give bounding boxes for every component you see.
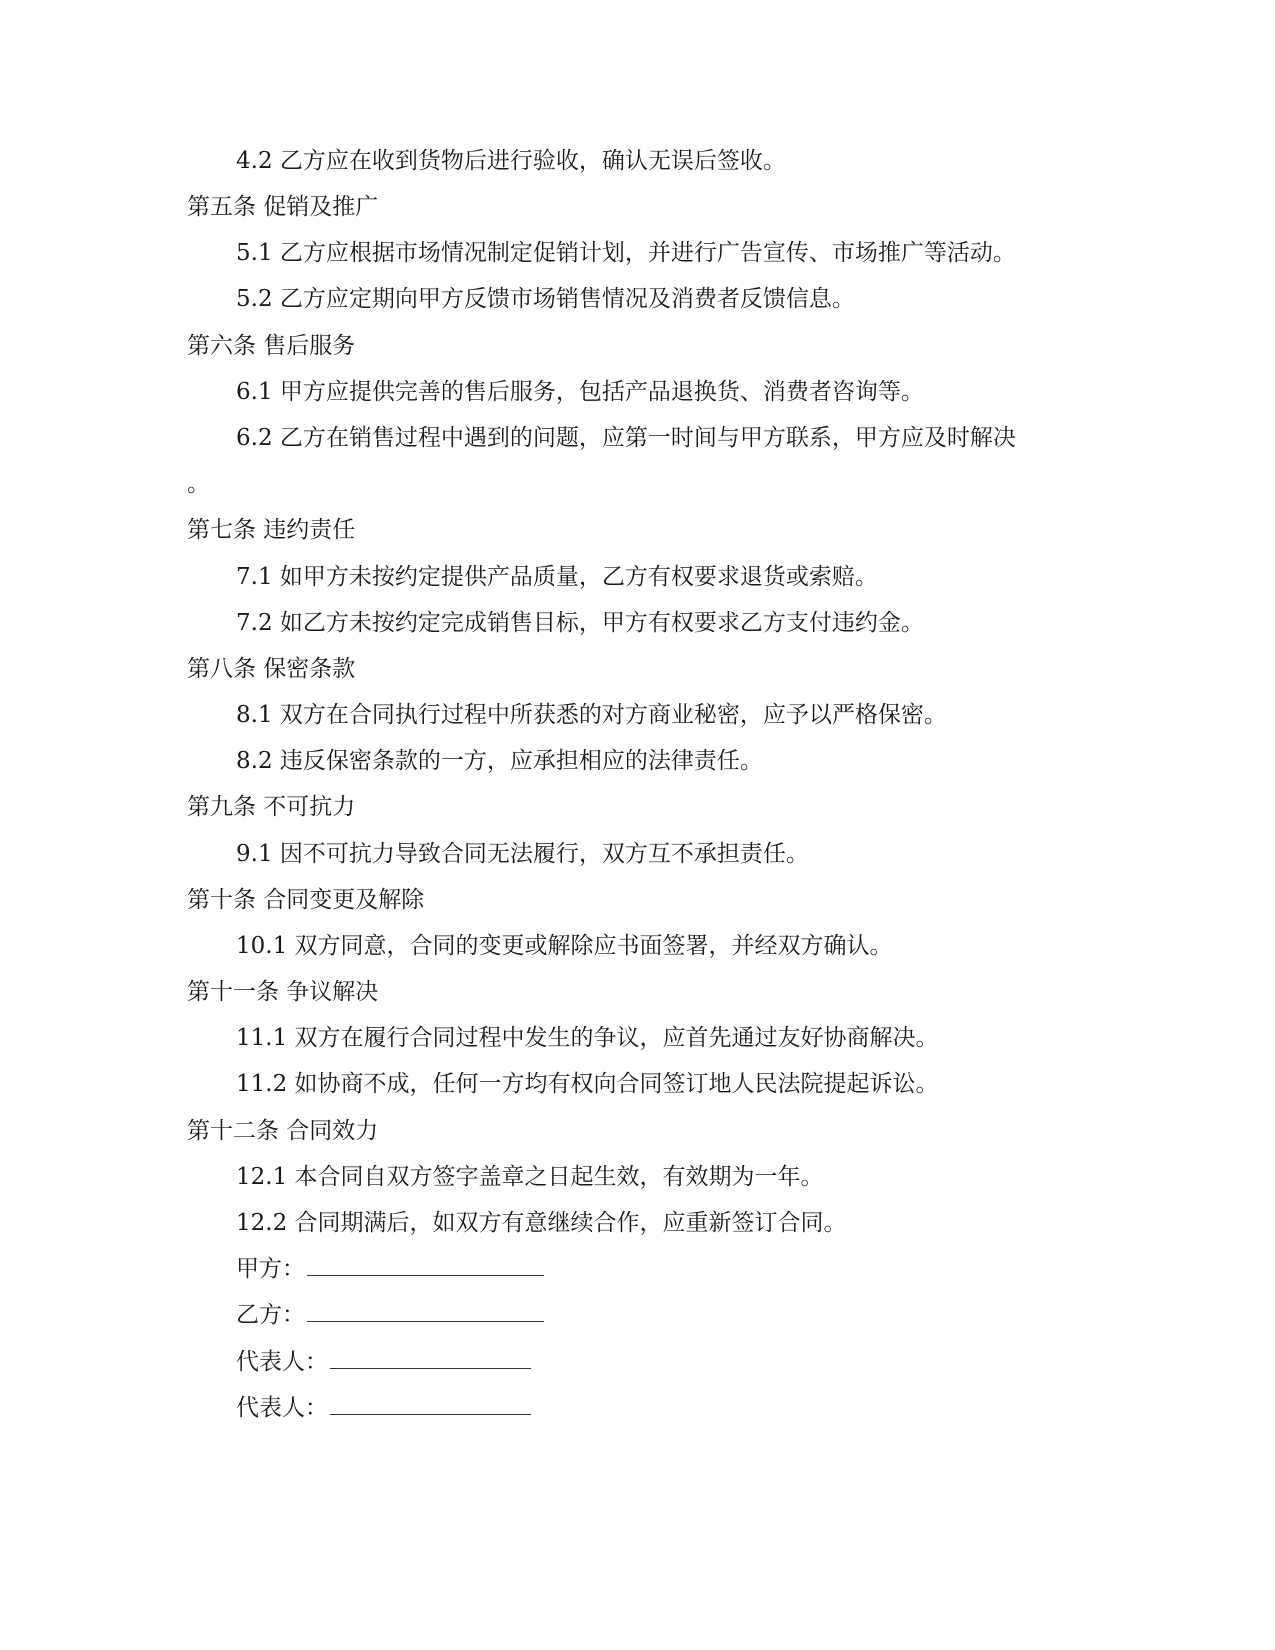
signature-label: 乙方： bbox=[236, 1302, 305, 1328]
clause-7-1: 7.1 如甲方未按约定提供产品质量，乙方有权要求退货或索赔。 bbox=[236, 564, 878, 590]
clause-11-1: 11.1 双方在履行合同过程中发生的争议，应首先通过友好协商解决。 bbox=[236, 1025, 939, 1051]
signature-label: 代表人： bbox=[236, 1395, 328, 1421]
clause-5-2: 5.2 乙方应定期向甲方反馈市场销售情况及消费者反馈信息。 bbox=[236, 286, 855, 312]
article-12-heading: 第十二条 合同效力 bbox=[187, 1118, 379, 1144]
signature-blank-line[interactable] bbox=[307, 1275, 544, 1276]
clause-5-1: 5.1 乙方应根据市场情况制定促销计划，并进行广告宣传、市场推广等活动。 bbox=[236, 240, 1016, 266]
clause-12-1: 12.1 本合同自双方签字盖章之日起生效，有效期为一年。 bbox=[236, 1164, 824, 1190]
clause-6-2-continuation: 。 bbox=[187, 471, 210, 497]
article-9-heading: 第九条 不可抗力 bbox=[187, 794, 356, 820]
clause-11-2: 11.2 如协商不成，任何一方均有权向合同签订地人民法院提起诉讼。 bbox=[236, 1071, 939, 1097]
article-11-heading: 第十一条 争议解决 bbox=[187, 979, 379, 1005]
clause-6-1: 6.1 甲方应提供完善的售后服务，包括产品退换货、消费者咨询等。 bbox=[236, 379, 924, 405]
article-10-heading: 第十条 合同变更及解除 bbox=[187, 887, 425, 913]
clause-8-2: 8.2 违反保密条款的一方，应承担相应的法律责任。 bbox=[236, 748, 763, 774]
clause-4-2: 4.2 乙方应在收到货物后进行验收，确认无误后签收。 bbox=[236, 148, 786, 174]
article-8-heading: 第八条 保密条款 bbox=[187, 656, 356, 682]
signature-party-a bbox=[236, 1254, 544, 1284]
signature-blank-line[interactable] bbox=[307, 1321, 544, 1322]
clause-6-2: 6.2 乙方在销售过程中遇到的问题，应第一时间与甲方联系，甲方应及时解决 bbox=[236, 425, 1016, 451]
clause-12-2: 12.2 合同期满后，如双方有意继续合作，应重新签订合同。 bbox=[236, 1210, 847, 1236]
clause-9-1: 9.1 因不可抗力导致合同无法履行，双方互不承担责任。 bbox=[236, 841, 809, 867]
signature-label: 代表人： bbox=[236, 1349, 328, 1375]
signature-representative-a bbox=[236, 1347, 531, 1377]
article-6-heading: 第六条 售后服务 bbox=[187, 333, 356, 359]
article-5-heading: 第五条 促销及推广 bbox=[187, 194, 379, 220]
article-7-heading: 第七条 违约责任 bbox=[187, 517, 356, 543]
signature-blank-line[interactable] bbox=[330, 1414, 531, 1415]
clause-8-1: 8.1 双方在合同执行过程中所获悉的对方商业秘密，应予以严格保密。 bbox=[236, 702, 947, 728]
signature-blank-line[interactable] bbox=[330, 1368, 531, 1369]
signature-party-b bbox=[236, 1300, 544, 1330]
signature-representative-b bbox=[236, 1393, 531, 1423]
clause-10-1: 10.1 双方同意，合同的变更或解除应书面签署，并经双方确认。 bbox=[236, 933, 893, 959]
clause-7-2: 7.2 如乙方未按约定完成销售目标，甲方有权要求乙方支付违约金。 bbox=[236, 610, 924, 636]
signature-label: 甲方： bbox=[236, 1256, 305, 1282]
